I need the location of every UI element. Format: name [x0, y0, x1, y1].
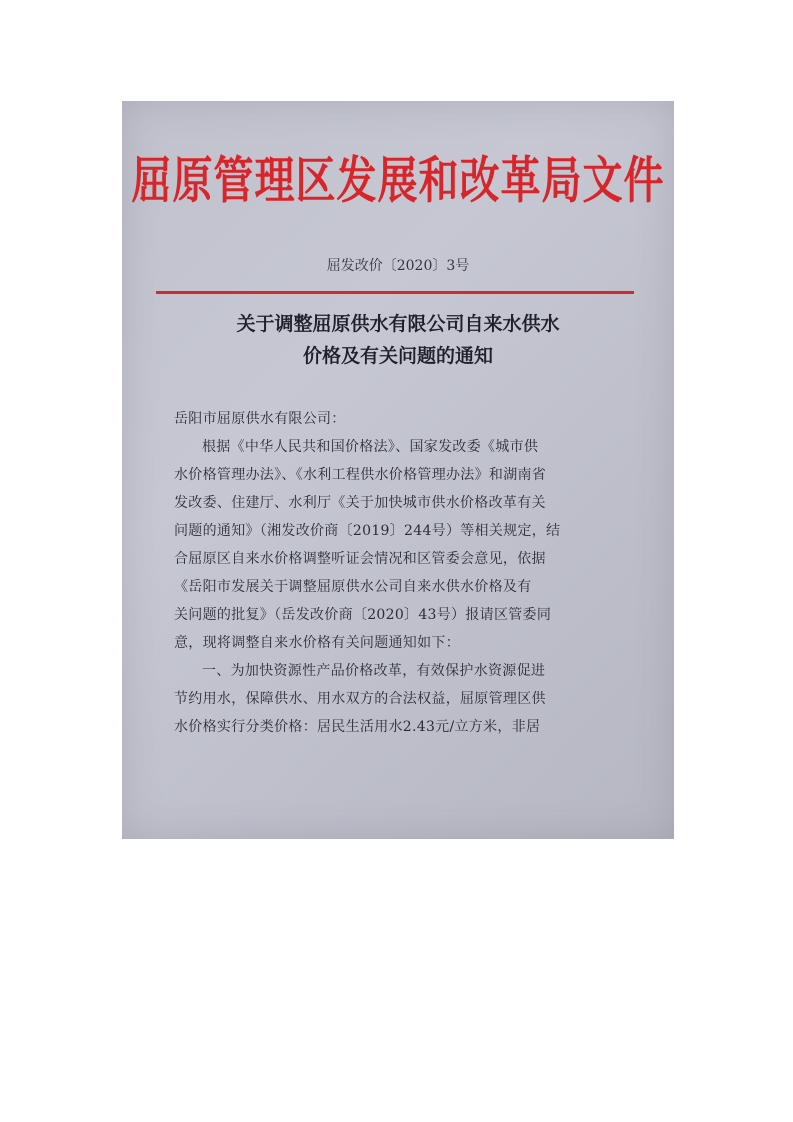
body-line: 水价格实行分类价格：居民生活用水2.43元/立方米，非居 — [174, 719, 541, 735]
body-line: 发改委、住建厅、水利厅《关于加快城市供水价格改革有关 — [174, 495, 546, 511]
body-line: 水价格管理办法》、《水利工程供水价格管理办法》和湖南省 — [174, 467, 547, 483]
body-line: 意，现将调整自来水价格有关问题通知如下： — [174, 635, 460, 651]
body-line: 根据《中华人民共和国价格法》、国家发改委《城市供 — [202, 439, 539, 455]
document-number: 屈发改价〔2020〕3号 — [326, 258, 470, 274]
document-masthead: 屈原管理区发展和改革局文件 — [131, 152, 665, 210]
body-line: 关问题的批复》（岳发改价商〔2020〕43号）报请区管委同 — [174, 607, 552, 623]
document-title — [122, 308, 674, 372]
red-divider-line — [156, 291, 634, 294]
title-line: 关于调整屈原供水有限公司自来水供水 — [236, 313, 560, 335]
document-body — [174, 405, 622, 741]
body-line: 《岳阳市发展关于调整屈原供水公司自来水供水价格及有 — [174, 579, 532, 595]
addressee: 岳阳市屈原供水有限公司： — [174, 411, 346, 427]
body-line: 问题的通知》（湘发改价商〔2019〕244号）等相关规定，结 — [174, 523, 561, 539]
body-line: 合屈原区自来水价格调整听证会情况和区管委会意见，依据 — [174, 551, 546, 567]
title-line: 价格及有关问题的通知 — [302, 345, 493, 367]
body-line: 一、为加快资源性产品价格改革，有效保护水资源促进 — [202, 663, 546, 679]
body-line: 节约用水，保障供水、用水双方的合法权益，屈原管理区供 — [174, 691, 546, 707]
document-photo — [122, 101, 674, 839]
